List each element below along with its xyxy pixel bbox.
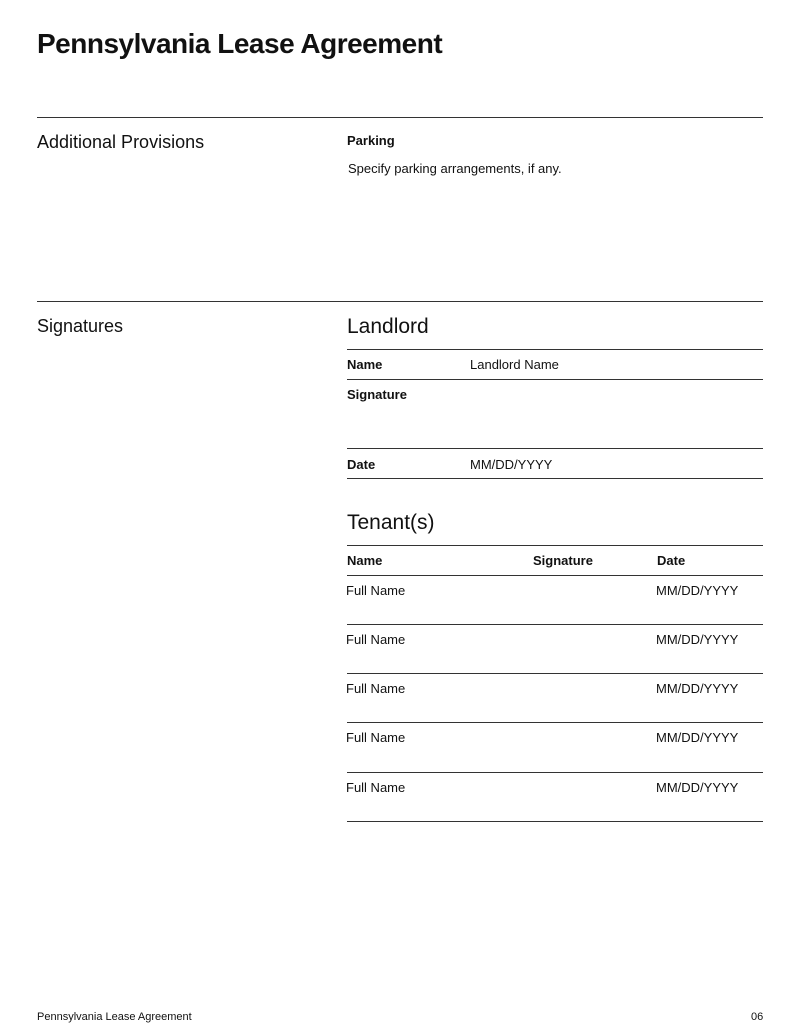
tenant-name-field[interactable]: Full Name [346, 730, 406, 745]
tenant-name-field[interactable]: Full Name [346, 583, 406, 598]
row-divider [347, 448, 763, 449]
tenant-date-field[interactable]: MM/DD/YYYY [656, 583, 739, 598]
tenant-name-field[interactable]: Full Name [346, 681, 406, 696]
tenants-heading: Tenant(s) [347, 511, 435, 534]
tenant-signature-field[interactable] [533, 678, 643, 718]
row-divider [347, 772, 763, 773]
row-divider [347, 575, 763, 576]
landlord-name-label: Name [347, 357, 383, 372]
tenant-name-field[interactable]: Full Name [346, 632, 406, 647]
landlord-date-field[interactable]: MM/DD/YYYY [470, 457, 553, 472]
tenant-name-column-header: Name [347, 553, 383, 568]
tenant-date-column-header: Date [657, 553, 686, 568]
row-divider [347, 624, 763, 625]
additional-provisions-title: Additional Provisions [37, 132, 205, 152]
parking-field[interactable]: Specify parking arrangements, if any. [348, 161, 562, 176]
tenant-name-field[interactable]: Full Name [346, 780, 406, 795]
tenant-date-field[interactable]: MM/DD/YYYY [656, 780, 739, 795]
section-divider [37, 301, 763, 302]
row-divider [347, 379, 763, 380]
row-divider [347, 478, 763, 479]
tenant-date-field[interactable]: MM/DD/YYYY [656, 730, 739, 745]
page-title: Pennsylvania Lease Agreement [37, 28, 443, 59]
row-divider [347, 722, 763, 723]
landlord-heading: Landlord [347, 315, 429, 338]
tenant-signature-field[interactable] [533, 580, 643, 620]
tenant-signature-field[interactable] [533, 777, 643, 817]
tenant-signature-column-header: Signature [533, 553, 593, 568]
landlord-date-label: Date [347, 457, 376, 472]
row-divider [347, 545, 763, 546]
footer-document-title: Pennsylvania Lease Agreement [37, 1011, 192, 1023]
tenant-date-field[interactable]: MM/DD/YYYY [656, 681, 739, 696]
row-divider [347, 349, 763, 350]
row-divider [347, 821, 763, 822]
parking-label: Parking [347, 133, 395, 148]
signatures-title: Signatures [37, 316, 124, 336]
footer-page-number: 06 [751, 1011, 764, 1023]
tenant-date-field[interactable]: MM/DD/YYYY [656, 632, 739, 647]
tenant-signature-field[interactable] [533, 727, 643, 767]
landlord-name-field[interactable]: Landlord Name [470, 357, 559, 372]
landlord-signature-field[interactable] [470, 385, 763, 445]
row-divider [347, 673, 763, 674]
section-divider [37, 117, 763, 118]
tenant-signature-field[interactable] [533, 629, 643, 669]
landlord-signature-label: Signature [347, 387, 407, 402]
